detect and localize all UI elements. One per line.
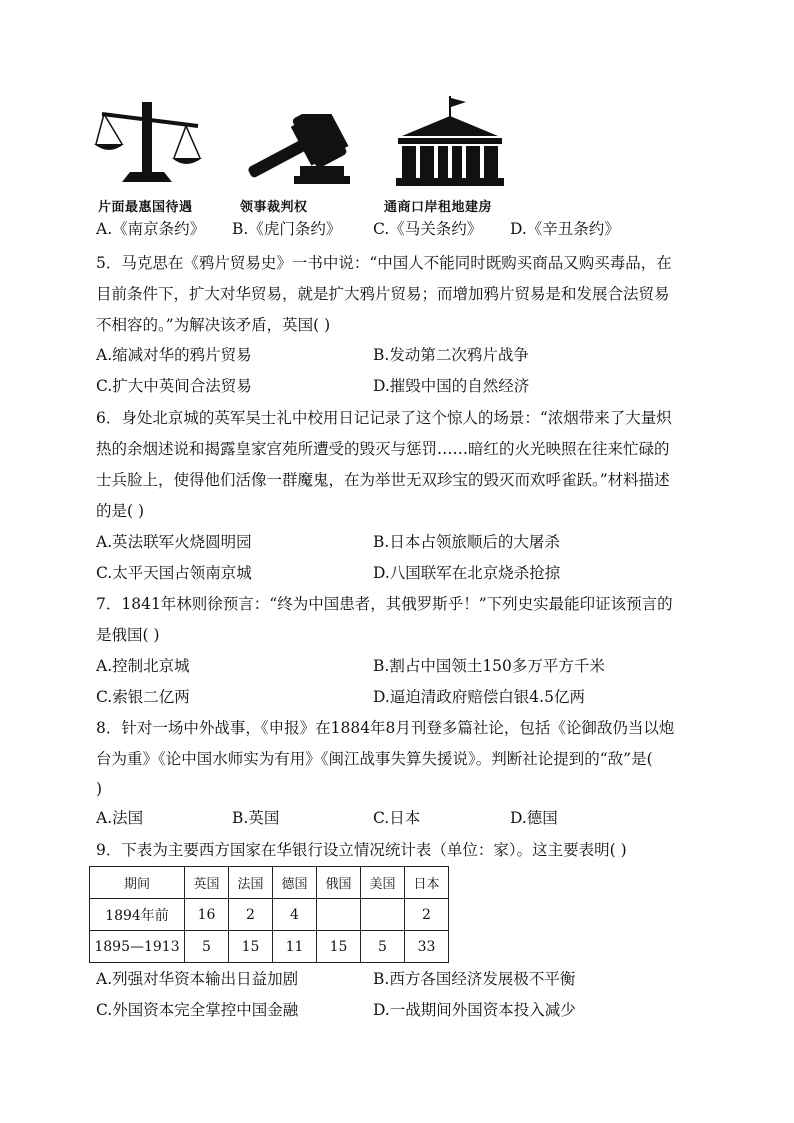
table-cell: 2	[405, 899, 449, 931]
q9-option-b[interactable]: B.西方各国经济发展极不平衡	[373, 970, 576, 988]
table-cell: 16	[185, 899, 229, 931]
table-header-cell: 日本	[405, 867, 449, 899]
q8-stem-line: 8．针对一场中外战事，《申报》在1884年8月刊登多篇社论，包括《论御敌仍当以炮	[96, 719, 675, 737]
q7-option-a[interactable]: A.控制北京城	[96, 657, 190, 675]
bank-stats-table	[89, 866, 449, 963]
q8-option-c[interactable]: C.日本	[373, 809, 421, 827]
q4-option-a[interactable]: A.《南京条约》	[96, 220, 206, 238]
q7-stem-line: 7．1841年林则徐预言：“终为中国患者，其俄罗斯乎！”下列史实最能印证该预言的	[96, 595, 673, 613]
caption-most-favored-nation: 片面最惠国待遇	[98, 200, 193, 215]
building-flag-icon	[394, 96, 506, 188]
q5-option-a[interactable]: A.缩减对华的鸦片贸易	[96, 346, 252, 364]
q4-option-b[interactable]: B.《虎门条约》	[232, 220, 342, 238]
q6-option-c[interactable]: C.太平天国占领南京城	[96, 564, 252, 582]
table-header-cell: 英国	[185, 867, 229, 899]
q7-option-d[interactable]: D.逼迫清政府赔偿白银4.5亿两	[373, 688, 585, 706]
q7-option-b[interactable]: B.割占中国领土150多万平方千米	[373, 657, 605, 675]
q9-option-d[interactable]: D.一战期间外国资本投入减少	[373, 1001, 576, 1019]
q5-option-d[interactable]: D.摧毁中国的自然经济	[373, 377, 530, 395]
table-cell: 1894年前	[90, 899, 185, 931]
table-header-cell: 期间	[90, 867, 185, 899]
table-header-row	[90, 867, 449, 899]
table-cell: 15	[317, 931, 361, 963]
q6-stem-line: 的是( )	[96, 502, 145, 520]
table-header-cell: 法国	[229, 867, 273, 899]
table-cell: 15	[229, 931, 273, 963]
table-cell: 33	[405, 931, 449, 963]
q6-option-a[interactable]: A.英法联军火烧圆明园	[96, 533, 252, 551]
q6-stem-line: 士兵脸上，使得他们活像一群魔鬼，在为举世无双珍宝的毁灭而欢呼雀跃。”材料描述	[96, 471, 670, 489]
table-row	[90, 931, 449, 963]
table-cell: 11	[273, 931, 317, 963]
table-row	[90, 899, 449, 931]
q7-option-c[interactable]: C.索银二亿两	[96, 688, 190, 706]
q6-option-b[interactable]: B.日本占领旅顺后的大屠杀	[373, 533, 560, 551]
table-cell: 5	[361, 931, 405, 963]
figure-gavel	[234, 114, 354, 186]
q8-option-d[interactable]: D.德国	[510, 809, 558, 827]
table-header-cell: 美国	[361, 867, 405, 899]
q8-option-a[interactable]: A.法国	[96, 809, 144, 827]
table-header-cell: 德国	[273, 867, 317, 899]
q4-option-d[interactable]: D.《辛丑条约》	[510, 220, 620, 238]
q5-option-c[interactable]: C.扩大中英间合法贸易	[96, 377, 252, 395]
table-header-cell: 俄国	[317, 867, 361, 899]
table-cell: 4	[273, 899, 317, 931]
caption-treaty-port-leasing: 通商口岸租地建房	[384, 200, 493, 215]
table-cell: 2	[229, 899, 273, 931]
q5-option-b[interactable]: B.发动第二次鸦片战争	[373, 346, 529, 364]
q8-stem-line: )	[96, 780, 103, 798]
table-cell: 1895—1913	[90, 931, 185, 963]
q4-option-c[interactable]: C.《马关条约》	[373, 220, 483, 238]
figure-scales	[94, 96, 206, 186]
table-cell	[361, 899, 405, 931]
q6-stem-line: 热的余烟述说和揭露皇家宫苑所遭受的毁灭与惩罚……暗红的火光映照在往来忙碌的	[96, 440, 670, 458]
table-cell	[317, 899, 361, 931]
q7-stem-line: 是俄国( )	[96, 626, 160, 644]
q9-option-a[interactable]: A.列强对华资本输出日益加剧	[96, 970, 299, 988]
figure-strip	[94, 96, 514, 215]
q6-option-d[interactable]: D.八国联军在北京烧杀抢掠	[373, 564, 561, 582]
q9-option-c[interactable]: C.外国资本完全掌控中国金融	[96, 1001, 299, 1019]
q6-stem-line: 6．身处北京城的英军吴士礼中校用日记记录了这个惊人的场景：“浓烟带来了大量炽	[96, 409, 672, 427]
table-cell: 5	[185, 931, 229, 963]
q8-stem-line: 台为重》《论中国水师实为有用》《闽江战事失算失援说》。判断社论提到的“敌”是(	[96, 750, 653, 768]
q5-stem-line: 5．马克思在《鸦片贸易史》一书中说：“中国人不能同时既购买商品又购买毒品，在	[96, 254, 672, 272]
q5-stem-line: 不相容的。”为解决该矛盾，英国( )	[96, 316, 331, 334]
gavel-icon	[234, 114, 354, 186]
q9-stem-line: 9．下表为主要西方国家在华银行设立情况统计表（单位：家）。这主要表明( )	[96, 841, 627, 859]
caption-consular-jurisdiction: 领事裁判权	[240, 200, 308, 215]
q5-stem-line: 目前条件下，扩大对华贸易，就是扩大鸦片贸易；而增加鸦片贸易是和发展合法贸易	[96, 285, 670, 303]
scales-icon	[94, 96, 206, 186]
q8-option-b[interactable]: B.英国	[232, 809, 280, 827]
figure-building	[394, 96, 506, 188]
